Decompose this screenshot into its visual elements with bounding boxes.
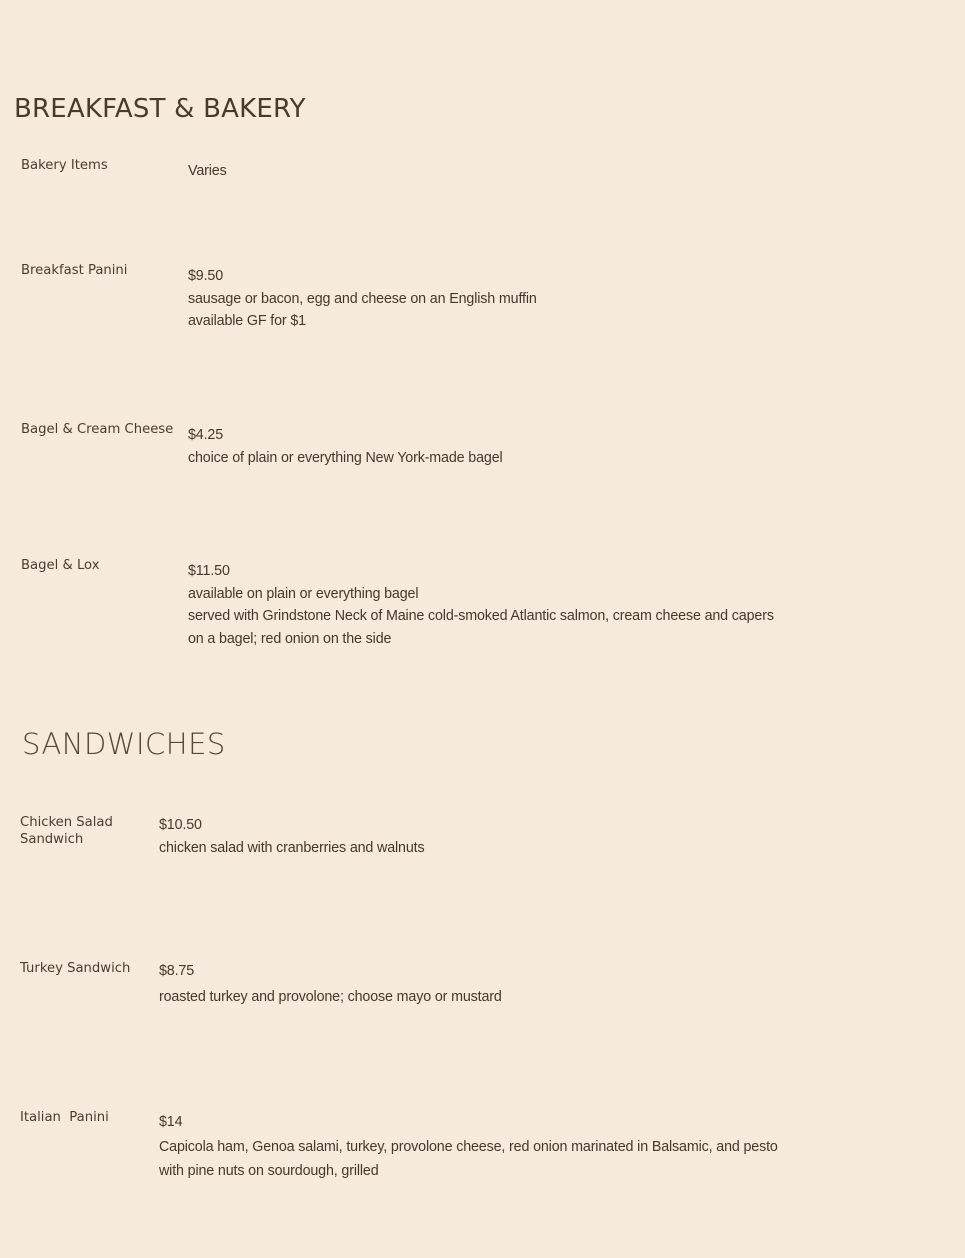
- menu-item-description: sausage or bacon, egg and cheese on an English muffin: [188, 290, 537, 307]
- menu-item-description: chicken salad with cranberries and walnuts: [159, 839, 425, 856]
- menu-item-price: $10.50: [159, 817, 202, 833]
- menu-item-details: [188, 560, 788, 650]
- menu-item-details: [159, 814, 784, 859]
- menu-item-name: Bagel & Lox: [21, 558, 100, 573]
- menu-item-price: $11.50: [188, 563, 230, 579]
- section-heading-sandwiches: SANDWICHES: [22, 727, 226, 761]
- menu-item-price: $4.25: [188, 427, 224, 443]
- menu-item-details: [188, 424, 788, 469]
- menu-item-details: [188, 160, 788, 183]
- menu-item-price: $9.50: [188, 268, 224, 284]
- menu-item-description: available on plain or everything bagel: [188, 585, 419, 602]
- menu-item-description: served with Grindstone Neck of Maine cold-smoked Atlantic salmon, cream cheese and capers on a bagel; red onion on the side: [188, 608, 774, 647]
- menu-item-name: Bagel & Cream Cheese: [21, 422, 174, 437]
- menu-item-price: $14: [159, 1114, 183, 1130]
- menu-item-name: Chicken Salad Sandwich: [20, 815, 113, 847]
- menu-item-price: $8.75: [159, 963, 195, 979]
- menu-item-details: [159, 1110, 784, 1183]
- menu-item-description: Capicola ham, Genoa salami, turkey, provolone cheese, red onion marinated in Balsamic, and pesto with pine nuts on sourdough, grilled: [159, 1139, 778, 1179]
- menu-item-name: Bakery Items: [21, 158, 108, 173]
- menu-item-details: [188, 265, 788, 333]
- menu-item-name: Italian Panini: [20, 1110, 109, 1125]
- menu-item-price: Varies: [188, 163, 227, 179]
- menu-item-name: Turkey Sandwich: [20, 961, 131, 976]
- menu-item-name: Breakfast Panini: [21, 263, 128, 278]
- menu-item-description: choice of plain or everything New York-made bagel: [188, 449, 503, 466]
- section-heading-breakfast-bakery: BREAKFAST & BAKERY: [14, 94, 306, 124]
- menu-item-details: [159, 960, 784, 1008]
- menu-item-description: roasted turkey and provolone; choose mayo or mustard: [159, 988, 502, 1005]
- menu-item-description: available GF for $1: [188, 313, 306, 329]
